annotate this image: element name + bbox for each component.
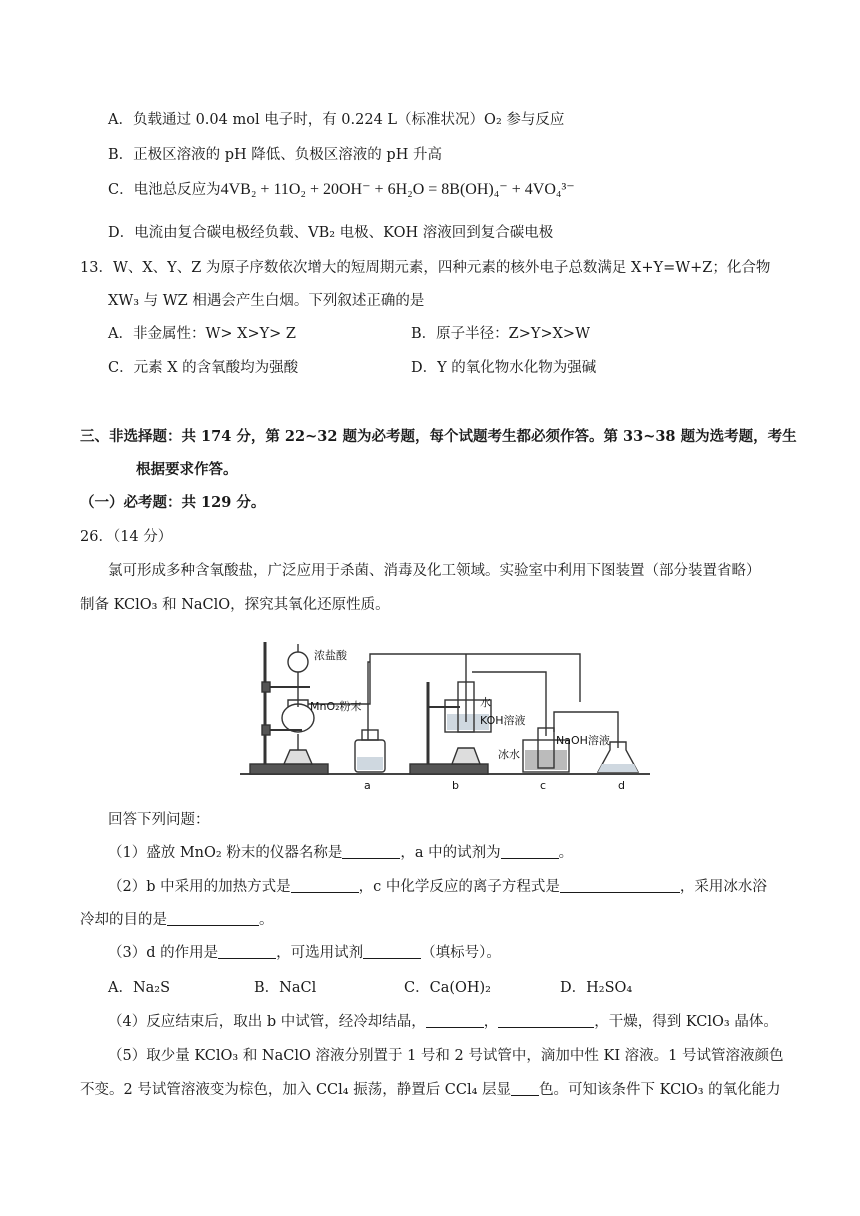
label-mno2: MnO₂粉末: [310, 700, 362, 713]
q26-part5-text-b: 色。可知该条件下 KClO₃ 的氧化能力: [539, 1082, 781, 1098]
q12-option-c-prefix: C．电池总反应为: [108, 182, 221, 198]
label-ice: 冰水: [498, 748, 520, 761]
q13-option-d: D．Y 的氧化物水化物为强碱: [411, 360, 597, 376]
label-a: a: [364, 779, 371, 792]
q12-option-d: D．电流由复合碳电极经负载、VB₂ 电极、KOH 溶液回到复合碳电极: [108, 225, 554, 241]
q26-part1-text-b: ，a 中的试剂为: [400, 845, 501, 861]
answer-blank[interactable]: [363, 943, 421, 959]
section3-heading-line2: 根据要求作答。: [136, 461, 238, 478]
q12-option-a: A．负载通过 0.04 mol 电子时，有 0.224 L（标准状况）O₂ 参与反应: [108, 112, 565, 128]
q26-part2-text-c: ，采用冰水浴: [679, 879, 767, 895]
q26-part2-text-b: ，c 中化学反应的离子方程式是: [358, 879, 560, 895]
label-c: c: [540, 779, 547, 792]
q26-answer-prompt: 回答下列问题：: [108, 812, 210, 828]
q26-part3-text-b: ，可选用试剂: [276, 945, 364, 961]
q13-stem-line1: 13．W、X、Y、Z 为原子序数依次增大的短周期元素，四种元素的核外电子总数满足 X+Y=W+Z；化合物: [80, 260, 771, 276]
label-b: b: [452, 779, 459, 792]
answer-blank[interactable]: [511, 1080, 539, 1096]
q26-part3-text-a: （3）d 的作用是: [108, 945, 219, 961]
answer-blank[interactable]: [426, 1012, 484, 1028]
q12-option-b: B．正极区溶液的 pH 降低、负极区溶液的 pH 升高: [108, 147, 442, 163]
q26-part4-text-b: ，: [483, 1014, 499, 1030]
q13-stem-line2: XW₃ 与 WZ 相遇会产生白烟。下列叙述正确的是: [108, 293, 425, 309]
q26-part1-text-a: （1）盛放 MnO₂ 粉末的仪器名称是: [108, 845, 343, 861]
label-water: 水: [480, 696, 491, 709]
q26-part2-line2: [80, 910, 274, 930]
q12-option-c-formula: 4VB₂ + 11O₂ + 20OH⁻ + 6H₂O = 8B(OH)₄⁻ + 4VO₄³⁻: [220, 181, 575, 198]
q13-option-c: C．元素 X 的含氧酸均为强酸: [108, 360, 299, 376]
q26-part3-option-a: A．Na₂S: [108, 980, 171, 996]
q26-part4-text-c: ，干燥，得到 KClO₃ 晶体。: [594, 1014, 778, 1030]
label-naoh: NaOH溶液: [556, 734, 610, 747]
q13-option-a: A．非金属性：W> X>Y> Z: [108, 326, 297, 342]
answer-blank[interactable]: [167, 910, 259, 926]
q26-part5-line1: （5）取少量 KClO₃ 和 NaClO 溶液分别置于 1 号和 2 号试管中，滴加中性 KI 溶液。1 号试管溶液颜色: [108, 1048, 784, 1064]
q12-option-c: [108, 180, 575, 200]
q26-part2-text-a: （2）b 中采用的加热方式是: [108, 879, 291, 895]
q26-part3-option-d: D．H₂SO₄: [560, 980, 633, 996]
answer-blank[interactable]: [498, 1012, 594, 1028]
q26-part1-text-c: 。: [558, 845, 574, 861]
label-koh: KOH溶液: [480, 714, 526, 727]
answer-blank[interactable]: [342, 843, 400, 859]
q26-part5-text-a: 不变。2 号试管溶液变为棕色，加入 CCl₄ 振荡，静置后 CCl₄ 层显: [80, 1082, 512, 1098]
q26-part2-text-d: 冷却的目的是: [80, 912, 167, 928]
q26-part3-option-b: B．NaCl: [254, 980, 317, 996]
q26-part1: [108, 843, 573, 863]
answer-blank[interactable]: [291, 877, 359, 893]
section3-heading-line1: 三、非选择题：共 174 分，第 22~32 题为必考题，每个试题考生都必须作答。第 33~38 题为选考题，考生: [80, 428, 797, 445]
apparatus-diagram: [240, 632, 650, 794]
section3-subheading: （一）必考题：共 129 分。: [80, 494, 266, 511]
answer-blank[interactable]: [218, 943, 276, 959]
answer-blank[interactable]: [501, 843, 559, 859]
label-hcl: 浓盐酸: [314, 649, 347, 662]
q26-part4-text-a: （4）反应结束后，取出 b 中试管，经冷却结晶，: [108, 1014, 426, 1030]
q26-part3-text-c: （填标号）。: [421, 945, 501, 961]
q26-part3-option-c: C．Ca(OH)₂: [404, 980, 491, 996]
q26-part2-line1: [108, 877, 767, 897]
label-d: d: [618, 779, 625, 792]
q26-part3: [108, 943, 501, 963]
answer-blank[interactable]: [560, 877, 680, 893]
q26-header: 26．（14 分）: [80, 529, 173, 545]
q26-intro-line2: 制备 KClO₃ 和 NaClO，探究其氧化还原性质。: [80, 597, 390, 613]
q26-part2-text-e: 。: [259, 912, 274, 928]
q26-intro-line1: 氯可形成多种含氧酸盐，广泛应用于杀菌、消毒及化工领域。实验室中利用下图装置（部分装置省略）: [108, 563, 761, 579]
q26-part5-line2: [80, 1080, 781, 1100]
q26-part4: [108, 1012, 778, 1032]
q13-option-b: B．原子半径：Z>Y>X>W: [411, 326, 590, 342]
